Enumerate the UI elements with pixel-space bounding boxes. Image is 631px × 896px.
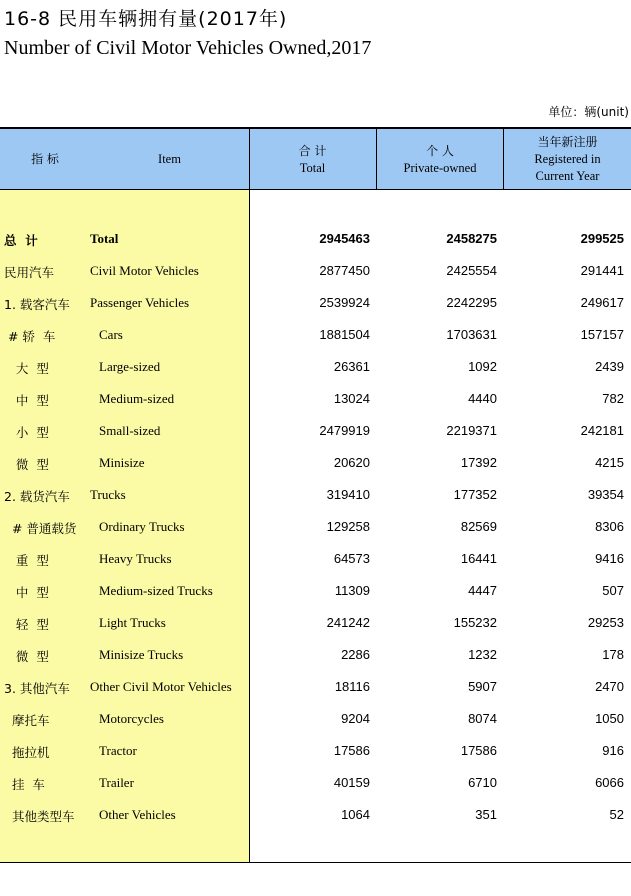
cell-registered: 4215 <box>595 455 624 470</box>
row-label-english: Minisize <box>99 455 145 470</box>
cell-total: 2286 <box>341 647 370 662</box>
cell-private: 2458275 <box>446 231 497 246</box>
cell-registered: 299525 <box>580 231 624 246</box>
cell-private: 17586 <box>460 743 497 758</box>
row-label-english: Trucks <box>90 487 126 502</box>
table-row <box>0 799 631 831</box>
row-label-english: Large-sized <box>99 359 161 374</box>
header-indicator: 指 标 <box>31 152 59 166</box>
cell-total: 20620 <box>333 455 370 470</box>
row-label-chinese: 小 型 <box>4 425 49 440</box>
cell-private: 2219371 <box>446 423 497 438</box>
header-divider <box>376 129 377 190</box>
cell-private: 2242295 <box>446 295 497 310</box>
row-label-english: Light Trucks <box>99 615 166 630</box>
cell-total: 64573 <box>333 551 370 566</box>
header-divider <box>503 129 504 190</box>
cell-registered: 249617 <box>580 295 624 310</box>
table-row <box>0 703 631 735</box>
cell-private: 155232 <box>453 615 497 630</box>
table-row <box>0 607 631 639</box>
row-label-english: Total <box>90 231 119 246</box>
cell-registered: 157157 <box>580 327 624 342</box>
cell-registered: 39354 <box>587 487 624 502</box>
table-row <box>0 319 631 351</box>
cell-total: 319410 <box>326 487 370 502</box>
row-label-chinese: 民用汽车 <box>4 265 55 280</box>
row-label-chinese: 微 型 <box>4 649 49 664</box>
table-row <box>0 511 631 543</box>
table-row <box>0 543 631 575</box>
cell-total: 2877450 <box>319 263 370 278</box>
table-row <box>0 415 631 447</box>
cell-registered: 178 <box>602 647 624 662</box>
vehicles-table <box>0 127 631 863</box>
table-row <box>0 671 631 703</box>
table-row <box>0 351 631 383</box>
cell-total: 241242 <box>326 615 370 630</box>
cell-registered: 782 <box>602 391 624 406</box>
cell-private: 2425554 <box>446 263 497 278</box>
row-label-english: Small-sized <box>99 423 161 438</box>
cell-registered: 242181 <box>580 423 624 438</box>
cell-private: 4440 <box>468 391 497 406</box>
cell-registered: 8306 <box>595 519 624 534</box>
cell-total: 1881504 <box>319 327 370 342</box>
cell-total: 2539924 <box>319 295 370 310</box>
row-label-english: Ordinary Trucks <box>99 519 185 534</box>
cell-total: 11309 <box>334 583 370 598</box>
row-label-chinese: 其他类型车 <box>4 809 75 824</box>
cell-total: 18116 <box>334 679 370 694</box>
table-header <box>0 127 631 190</box>
cell-registered: 507 <box>602 583 624 598</box>
table-row <box>0 575 631 607</box>
cell-registered: 2439 <box>595 359 624 374</box>
row-label-chinese: 中 型 <box>4 585 49 600</box>
row-label-english: Other Civil Motor Vehicles <box>90 679 232 694</box>
cell-private: 5907 <box>468 679 497 694</box>
row-label-chinese: 中 型 <box>4 393 49 408</box>
cell-total: 129258 <box>326 519 370 534</box>
row-label-english: Medium-sized Trucks <box>99 583 213 598</box>
row-label-english: Heavy Trucks <box>99 551 172 566</box>
cell-total: 40159 <box>333 775 370 790</box>
header-divider <box>249 129 250 190</box>
row-label-english: Cars <box>99 327 123 342</box>
row-label-chinese: # 普通载货 <box>4 521 77 536</box>
row-label-chinese: 总 计 <box>4 233 38 248</box>
header-registered: 当年新注册 Registered in Current Year <box>534 135 601 183</box>
row-label-chinese: 大 型 <box>4 361 49 376</box>
header-private: 个 人 Private-owned <box>403 143 477 175</box>
row-label-english: Medium-sized <box>99 391 175 406</box>
row-label-chinese: 2. 载货汽车 <box>4 489 70 504</box>
cell-total: 1064 <box>341 807 370 822</box>
cell-private: 4447 <box>468 583 497 598</box>
row-label-chinese: 微 型 <box>4 457 49 472</box>
cell-total: 2479919 <box>319 423 370 438</box>
row-label-chinese: 3. 其他汽车 <box>4 681 70 696</box>
row-label-chinese: 拖拉机 <box>4 745 50 760</box>
table-row <box>0 479 631 511</box>
cell-registered: 9416 <box>595 551 624 566</box>
cell-private: 1703631 <box>446 327 497 342</box>
cell-private: 16441 <box>460 551 497 566</box>
cell-registered: 6066 <box>595 775 624 790</box>
cell-private: 6710 <box>468 775 497 790</box>
table-row <box>0 223 631 255</box>
cell-private: 1092 <box>468 359 497 374</box>
row-label-chinese: # 轿 车 <box>4 329 56 344</box>
table-row <box>0 767 631 799</box>
cell-private: 82569 <box>460 519 497 534</box>
cell-registered: 291441 <box>580 263 624 278</box>
header-total: 合 计 Total <box>298 143 327 175</box>
header-item: Item <box>158 152 181 166</box>
row-label-english: Motorcycles <box>99 711 164 726</box>
cell-private: 351 <box>475 807 497 822</box>
row-label-chinese: 挂 车 <box>4 777 45 792</box>
row-label-english: Trailer <box>99 775 134 790</box>
cell-total: 17586 <box>333 743 370 758</box>
table-row <box>0 447 631 479</box>
table-row <box>0 383 631 415</box>
row-label-english: Other Vehicles <box>99 807 176 822</box>
table-row <box>0 255 631 287</box>
table-row <box>0 639 631 671</box>
table-row <box>0 287 631 319</box>
row-label-english: Civil Motor Vehicles <box>90 263 199 278</box>
row-label-chinese: 重 型 <box>4 553 49 568</box>
unit-label: 单位：辆(unit) <box>548 105 629 119</box>
cell-registered: 1050 <box>595 711 624 726</box>
cell-registered: 52 <box>609 807 624 822</box>
cell-private: 8074 <box>468 711 497 726</box>
row-label-english: Minisize Trucks <box>99 647 184 662</box>
cell-private: 1232 <box>468 647 497 662</box>
table-bottom-border <box>0 862 631 863</box>
row-label-english: Tractor <box>99 743 137 758</box>
cell-registered: 916 <box>602 743 624 758</box>
cell-total: 26361 <box>333 359 370 374</box>
cell-total: 2945463 <box>319 231 370 246</box>
table-row <box>0 735 631 767</box>
row-label-english: Passenger Vehicles <box>90 295 190 310</box>
row-label-chinese: 摩托车 <box>4 713 50 728</box>
cell-private: 177352 <box>453 487 497 502</box>
page-title-english: Number of Civil Motor Vehicles Owned,2017 <box>4 37 372 59</box>
page-title-chinese: 16-8 民用车辆拥有量(2017年) <box>4 8 288 30</box>
cell-registered: 29253 <box>587 615 624 630</box>
cell-private: 17392 <box>460 455 497 470</box>
cell-total: 9204 <box>341 711 370 726</box>
cell-total: 13024 <box>333 391 370 406</box>
cell-registered: 2470 <box>595 679 624 694</box>
row-label-chinese: 轻 型 <box>4 617 49 632</box>
row-label-chinese: 1. 载客汽车 <box>4 297 70 312</box>
